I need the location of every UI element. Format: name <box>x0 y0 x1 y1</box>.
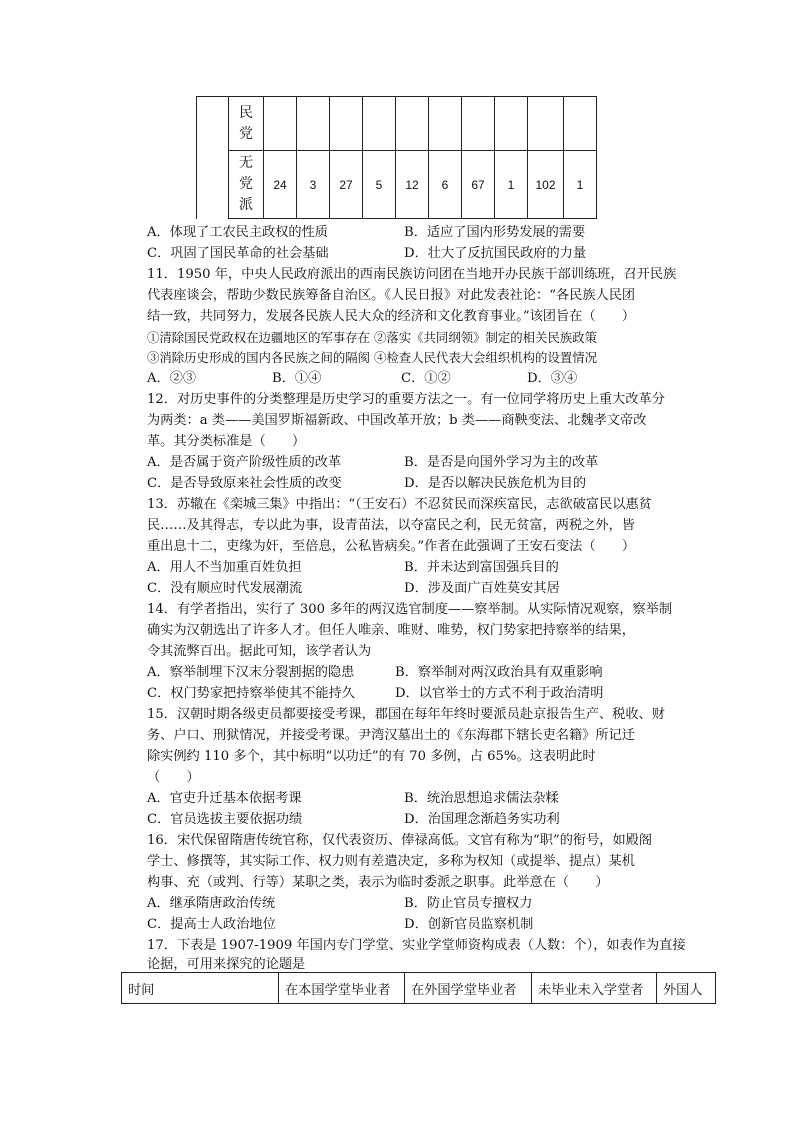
q11-option-b: B．①④ <box>272 371 322 386</box>
value-cell: 1 <box>564 151 597 219</box>
teacher-composition-table <box>121 972 716 1004</box>
q10-option-a: A．体现了工农民主政权的性质 <box>147 225 328 240</box>
q15-stem-line: 除实例约 110 多个，其中标明“以功迁”的有 70 多例，占 65%。这表明此时 <box>147 749 596 764</box>
q16-option-d: D．创新官员监察机制 <box>404 917 534 932</box>
q16-option-a: A．继承隋唐政治传统 <box>147 896 276 911</box>
q16-option-c: C．提高士人政治地位 <box>147 917 276 932</box>
q12-option-d: D．是否以解决民族危机为目的 <box>404 476 587 491</box>
q13-option-b: B．并未达到富国强兵目的 <box>404 560 559 575</box>
q13-option-c: C．没有顺应时代发展潮流 <box>147 581 303 596</box>
q13-stem-line: 民……及其得志，专以此为事，设青苗法，以夺富民之利，民无贫富，两税之外，皆 <box>147 518 635 533</box>
q16-option-b: B．防止官员专擅权力 <box>404 896 533 911</box>
q14-stem-line: 令其流弊百出。据此可知，该学者认为 <box>147 644 372 659</box>
q13-stem-line: 13．苏辙在《栾城三集》中指出：“（王安石）不忍贫民而深疾富民，志欲破富民以惠贫 <box>147 497 652 512</box>
value-cell: 6 <box>429 151 462 219</box>
q11-stem-line: 11．1950 年，中央人民政府派出的西南民族访问团在当地开办民族干部训练班，召开民族 <box>147 267 677 282</box>
q11-stem-line: 代表座谈会，帮助少数民族筹备自治区。《人民日报》对此发表社论：“各民族人民团 <box>147 288 636 303</box>
q13-option-d: D．涉及面广百姓莫安其居 <box>404 581 560 596</box>
q11-item-line: ③消除历史形成的国内各民族之间的隔阂 ④检查人民代表大会组织机构的设置情况 <box>147 350 598 365</box>
q13-option-a: A．用人不当加重百姓负担 <box>147 560 302 575</box>
q15-option-a: A．官吏升迁基本依据考课 <box>147 791 302 806</box>
q14-option-c: C．权门势家把持察举使其不能持久 <box>147 686 355 701</box>
value-cell: 27 <box>330 151 363 219</box>
q12-option-a: A．是否属于资产阶级性质的改革 <box>147 455 342 470</box>
q14-option-b: B．察举制对两汉政治具有双重影响 <box>395 665 603 680</box>
q10-option-c: C．巩固了国民革命的社会基础 <box>147 246 329 261</box>
q17-stem-line: 论据，可用来探究的论题是 <box>147 957 306 972</box>
q17-stem-line: 17．下表是 1907-1909 年国内专门学堂、实业学堂师资构成表（人数：个），如表作为直接 <box>147 938 686 953</box>
table-header-cell: 未毕业未入学堂者 <box>532 973 657 1004</box>
q15-stem-line: 15．汉朝时期各级吏员都要接受考课，郡国在每年年终时要派员赴京报告生产、税收、财 <box>147 707 665 722</box>
q11-stem-line: 结一致，共同努力，发展各民族人民大众的经济和文化教育事业。”该团旨在（ ） <box>147 309 636 324</box>
q16-stem-line: 构事、充（或判、行等）某职之类，表示为临时委派之职事。此举意在（ ） <box>147 875 609 890</box>
q10-option-b: B．适应了国内形势发展的需要 <box>404 225 586 240</box>
party-cell-2: 无 党 派 <box>229 151 264 219</box>
q15-stem-line: 务、户口、刑狱情况，并接受考课。尹湾汉墓出土的《东海郡下辖长吏名籍》所记迁 <box>147 728 635 743</box>
q16-stem-line: 学士、修撰等，其实际工作、权力则有差遣决定，多称为权知（或提举、提点）某机 <box>147 854 635 869</box>
q11-option-c: C．①② <box>401 371 451 386</box>
q14-option-d: D．以官举士的方式不利于政治清明 <box>395 686 604 701</box>
party-table <box>196 96 597 219</box>
value-cell: 1 <box>495 151 528 219</box>
q12-option-b: B．是否是向国外学习为主的改革 <box>404 455 599 470</box>
q11-option-a: A．②③ <box>147 371 197 386</box>
q12-option-c: C．是否导致原来社会性质的改变 <box>147 476 342 491</box>
value-cell: 3 <box>297 151 330 219</box>
q15-stem-line: （ ） <box>147 770 200 785</box>
q12-stem-line: 革。其分类标准是（ ） <box>147 434 306 449</box>
table-header-cell: 在外国学堂毕业者 <box>405 973 532 1004</box>
table-header-cell: 外国人 <box>657 973 716 1004</box>
q15-option-c: C．官员选拔主要依据功绩 <box>147 812 303 827</box>
value-cell: 12 <box>396 151 429 219</box>
q11-item-line: ①清除国民党政权在边疆地区的军事存在 ②落实《共同纲领》制定的相关民族政策 <box>147 330 598 345</box>
value-cell: 5 <box>363 151 396 219</box>
value-cell: 24 <box>264 151 297 219</box>
value-cell: 102 <box>528 151 564 219</box>
q11-option-d: D．③④ <box>527 371 578 386</box>
value-cell: 67 <box>462 151 495 219</box>
q14-option-a: A．察举制埋下汉末分裂割据的隐患 <box>147 665 355 680</box>
q15-option-b: B．统治思想追求儒法杂糅 <box>404 791 559 806</box>
q14-stem-line: 14．有学者指出，实行了 300 多年的两汉选官制度——察举制。从实际情况观察，察举制 <box>147 602 673 617</box>
table-header-cell: 在本国学堂毕业者 <box>279 973 405 1004</box>
q14-stem-line: 确实为汉朝选出了许多人才。但任人唯亲、唯财、唯势，权门势家把持察举的结果， <box>147 623 635 638</box>
q12-stem-line: 12．对历史事件的分类整理是历史学习的重要方法之一。有一位同学将历史上重大改革分 <box>147 392 665 407</box>
q15-option-d: D．治国理念渐趋务实功利 <box>404 812 560 827</box>
q10-option-d: D．壮大了反抗国民政府的力量 <box>404 246 587 261</box>
q12-stem-line: 为两类：a 类——美国罗斯福新政、中国改革开放；b 类——商鞅变法、北魏孝文帝改 <box>147 413 647 428</box>
q16-stem-line: 16．宋代保留隋唐传统官称，仅代表资历、俸禄高低。文官有称为“职”的衔号，如殿阁 <box>147 833 653 848</box>
party-cell-1: 民 党 <box>229 97 264 151</box>
q13-stem-line: 重出息十二，吏缘为奸，至倍息，公私皆病矣。”作者在此强调了王安石变法（ ） <box>147 539 636 554</box>
table-header-cell: 时间 <box>122 973 279 1004</box>
